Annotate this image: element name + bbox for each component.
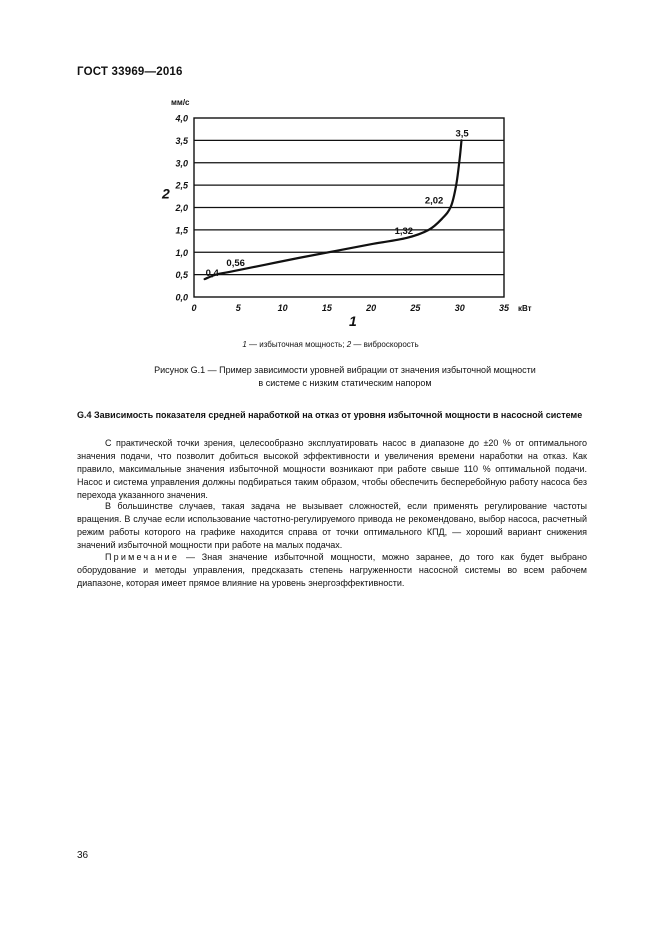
note <box>77 551 587 590</box>
data-label: 2,02 <box>424 195 444 207</box>
y-tick-label: 0,5 <box>175 270 188 281</box>
data-labels <box>206 128 470 279</box>
caption-line-2: в системе с низким статическим напором <box>258 377 432 388</box>
data-label: 3,5 <box>455 128 469 140</box>
x-tick-label: 30 <box>454 303 465 313</box>
paragraph-2: В большинстве случаев, такая задача не вызывает сложностей, если применять регулирование частоты вращения. В случае если использование частотно-регулируемого привода не рекомендовано, выбор насоса, расчетный режим работы которого на графике находится справа от точки оптимального КПД, — хороший вариант снижения значений избыточной мощности при работе на малых подачах. <box>77 501 587 550</box>
legend-item1-text: — избыточная мощность; <box>246 340 347 349</box>
y-tick-label: 2,0 <box>175 203 188 213</box>
x-tick-label: 0 <box>191 303 197 313</box>
document-header: ГОСТ 33969—2016 <box>77 66 183 78</box>
y-tick-label: 0,0 <box>175 292 188 303</box>
legend-item1-number: 1 <box>242 340 247 349</box>
legend-item2-number: 2 <box>346 340 352 349</box>
note-text: — Зная значение избыточной мощности, можно заранее, до того как будет выбрано оборудование и методы управления, предсказать степень нагруженности насосной системы во всем рабочем диапазоне, которая имеет прямое влияние на уровень энергоэффективности. <box>77 552 587 588</box>
x-tick-label: 20 <box>366 303 377 313</box>
y-tick-label: 4,0 <box>175 113 188 124</box>
y-axis-number: 2 <box>162 185 170 202</box>
x-tick-label: 5 <box>235 303 241 313</box>
x-tick-labels <box>191 303 510 313</box>
x-tick-label: 25 <box>410 303 421 313</box>
y-tick-label: 1,5 <box>175 225 188 236</box>
note-label: Примечание <box>105 552 180 562</box>
data-label: 0,4 <box>205 268 219 280</box>
figure-caption <box>100 364 590 389</box>
chart-legend <box>0 340 661 349</box>
y-tick-label: 1,0 <box>175 247 188 258</box>
x-axis-number: 1 <box>349 313 357 329</box>
caption-line-1: Рисунок G.1 — Пример зависимости уровней вибрации от значения избыточной мощности <box>154 365 536 375</box>
x-tick-label: 15 <box>321 303 332 313</box>
paragraph-1: С практической точки зрения, целесообразно эксплуатировать насос в диапазоне до ±20 % от оптимального значения подачи, что позволит добиться высокой эффективности и увеличения времени наработки на отказ. Как правило, максимальные значения избыточной мощности возникают при работе свыше 110 % оптимальной подачи. Насос и система управления должны подбираться таким образом, чтобы обеспечить бесперебойную работу насоса без перехода указанного значения. <box>77 438 587 500</box>
y-tick-label: 3,5 <box>175 135 188 146</box>
vibration-chart <box>150 95 540 335</box>
y-tick-labels <box>174 114 189 303</box>
y-tick-label: 3,0 <box>175 158 188 169</box>
chart-grid <box>194 140 504 274</box>
x-tick-label: 10 <box>277 303 288 313</box>
y-tick-label: 2,5 <box>175 180 188 191</box>
y-unit-label: мм/с <box>171 98 190 107</box>
data-label: 1,32 <box>394 225 414 237</box>
x-tick-label: 35 <box>498 303 510 313</box>
section-title: G.4 Зависимость показателя средней наработкой на отказ от уровня избыточной мощности в насосной системе <box>77 410 583 420</box>
data-label: 0,56 <box>226 257 245 269</box>
legend-item2-text: — виброскорость <box>351 340 419 349</box>
page-number: 36 <box>77 850 89 861</box>
x-unit-label: кВт <box>518 304 532 313</box>
